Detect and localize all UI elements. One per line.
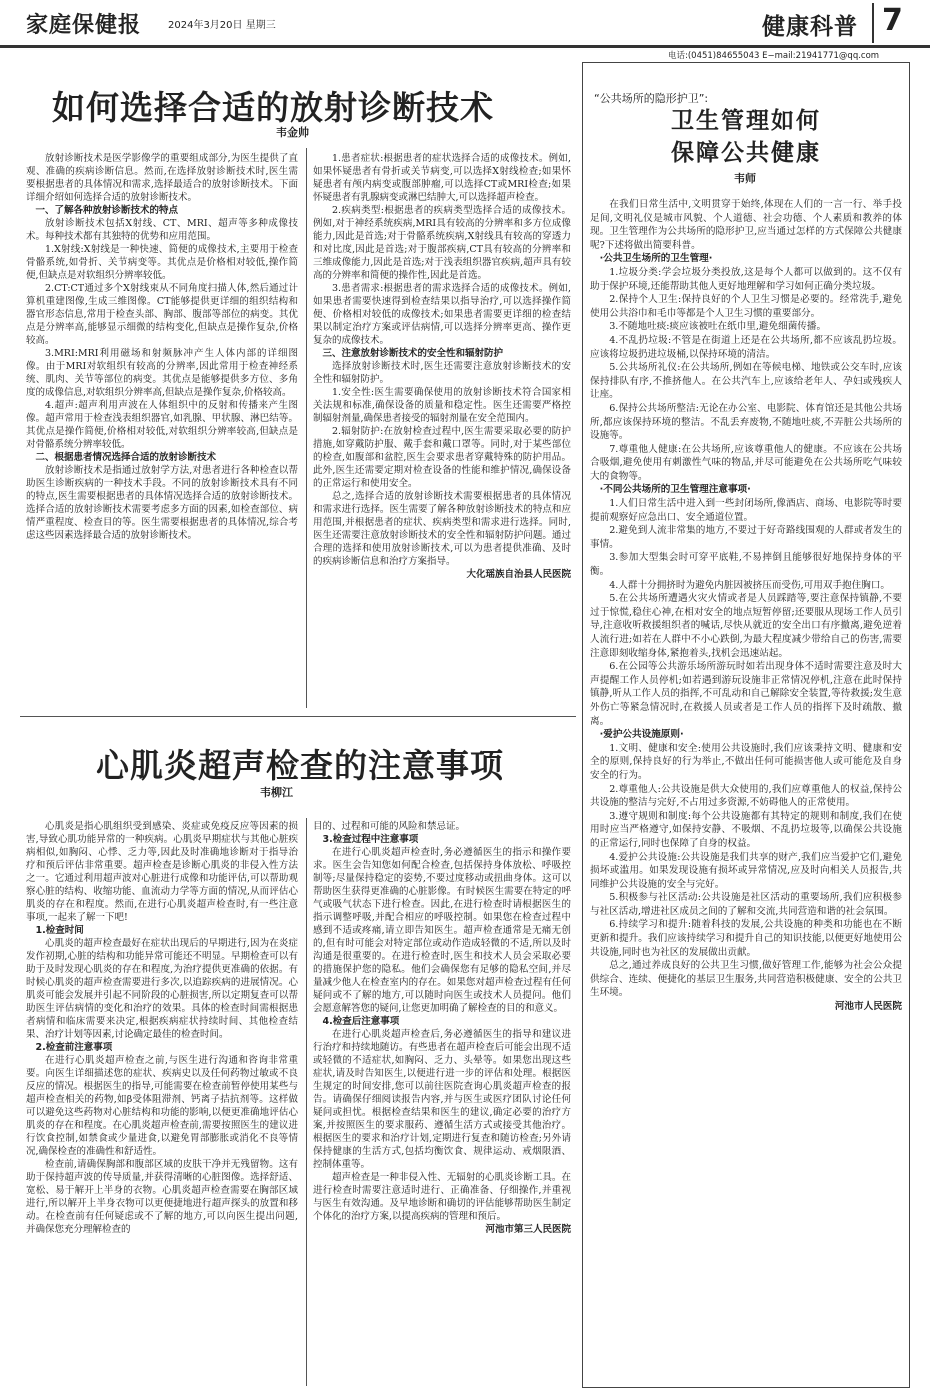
article3-author: 韦师 <box>734 172 756 185</box>
article1-title: 如何选择合适的放射诊断技术 <box>52 88 494 127</box>
issue-date: 2024年3月20日 星期三 <box>168 20 276 31</box>
paragraph: 7.尊重他人健康:在公共场所,应该尊重他人的健康。不应该在公共场合吸烟,避免使用有刺激性气味的物品,并尽可能避免在公共场所吃气味较大的食物等。 <box>590 443 902 482</box>
paragraph: 4.不乱扔垃圾:不管是在街道上还是在公共场所,都不应该乱扔垃圾。应该将垃圾扔进垃圾桶,以保持环境的清洁。 <box>590 334 902 360</box>
paragraph: 放射诊断技术是医学影像学的重要组成部分,为医生提供了直观、准确的疾病诊断信息。然而,在选择放射诊断技术时,医生需要根据患者的具体情况和需求,选择最适合的放射诊断技术。下面详细介绍如何选择合适的放射诊断技术。 <box>26 153 298 203</box>
paragraph: 1.X射线:X射线是一种快速、简便的成像技术,主要用于检查骨骼系统,如骨折、关节病变等。其优点是价格相对较低,操作简便,但缺点是对软组织分辨率较低。 <box>26 244 298 281</box>
section-heading: ·爱护公共设施原则· <box>599 729 684 741</box>
paragraph: 放射诊断技术包括X射线、CT、MRI、超声等多种成像技术。每种技术都有其独特的优势和应用范围。 <box>26 218 298 242</box>
article3-kicker: “公共场所的隐形护卫”: <box>594 92 709 105</box>
paragraph: 在进行心肌炎超声检查时,务必遵循医生的指示和操作要求。医生会告知您如何配合检查,包括保持身体放松、呼吸控制等;尽量保持稳定的姿势,不要过度移动或扭曲身体。这可以帮助医生获得更准确的心脏影像。有时候医生需要在特定的呼气或吸气状态下进行检查。因此,在进行检查时请根据医生的指示调整呼吸,并配合相应的呼吸控制。如果您在检查过程中感到不适或疼痛,请立即告知医生。超声检查通常是无痛无创的,但有时可能会对特定部位或动作造成轻微的不适,所以及时沟通是很重要的。在进行检查时,医生和技术人员会采取必要的措施保护您的隐私。他们会确保您有足够的隐私空间,并尽量减少他人在检查室内的存在。如果您对超声检查过程有任何疑问或不了解的地方,可以随时向医生或技术人员提问。他们会愿意解答您的疑问,让您更加明确了解检查的目的和意义。 <box>313 847 571 1014</box>
section-heading: 1.检查时间 <box>35 925 84 936</box>
paragraph: 3.MRI:MRI利用磁场和射频脉冲产生人体内部的详细图像。由于MRI对软组织有较高的分辨率,因此常用于检查神经系统、肌肉、关节等部位的病变。其优点是能够提供多方位、多角度的成像信息,对软组织分辨率高,但缺点是操作复杂,价格较高。 <box>26 348 298 398</box>
section-heading: 3.检查过程中注意事项 <box>322 834 419 845</box>
paragraph: 3.遵守规则和制度:每个公共设施都有其特定的规则和制度,我们在使用时应当严格遵守,如保持安静、不吸烟、不乱扔垃圾等,以确保公共设施的正常运行,同时也保障了自身的权益。 <box>590 810 902 849</box>
paragraph: 2.CT:CT通过多个X射线束从不同角度扫描人体,然后通过计算机重建图像,生成三维图像。CT能够提供更详细的组织结构和器官形态信息,常用于检查头部、胸部、腹部等部位的病变。其优点是分辨率高,能够显示细微的结构变化,但缺点是操作复杂,价格较高。 <box>26 283 298 346</box>
source-hospital: 河池市人民医院 <box>834 1001 902 1013</box>
article3-body <box>590 198 902 1384</box>
paragraph: 1.文明、健康和安全:使用公共设施时,我们应该秉持文明、健康和安全的原则,保持良好的行为举止,不做出任何可能损害他人或可能危及自身安全的行为。 <box>590 742 902 781</box>
section-heading: 2.检查前注意事项 <box>35 1042 113 1053</box>
paragraph: 6.保持公共场所整洁:无论在办公室、电影院、体育馆还是其他公共场所,都应该保持环境的整洁。不乱丢弃废物,不随地吐痰,不弄脏公共场所的设施等。 <box>590 402 902 442</box>
paragraph: 2.尊重他人:公共设施是供大众使用的,我们应尊重他人的权益,保持公共设施的整洁与完好,不占用过多资源,不妨碍他人的正常使用。 <box>590 783 902 809</box>
paragraph: 在进行心肌炎超声检查后,务必遵循医生的指导和建议进行治疗和持续地随访。有些患者在超声检查后可能会出现不适或轻微的不适症状,如胸闷、乏力、头晕等。如果您出现这些症状,请及时告知医生,以便进行进一步的评估和处理。根据医生规定的时间安排,您可以前往医院查询心肌炎超声检查的报告。请确保仔细阅读报告内容,并与医生或医疗团队讨论任何疑问或担忧。根据检查结果和医生的建议,确定必要的治疗方案,并按照医生的要求服药、遵循生活方式或接受其他治疗。根据医生的要求和治疗计划,定期进行复查和随访检查;另外请保持健康的生活方式,包括均衡饮食、规律运动、戒烟限酒、控制体重等。 <box>313 1029 571 1170</box>
paragraph: 检查前,请确保胸部和腹部区域的皮肤干净并无残留物。这有助于保持超声波的传导质量,并获得清晰的心脏图像。选择舒适、宽松、易于解开上半身的衣物。心肌炎超声检查需要在胸部区域进行,所以解开上半身衣物可以更便捷地进行超声探头的放置和移动。在检查前有任何疑虑或不了解的地方,可以向医生提出问题,并确保您充分理解检查的 <box>26 1159 298 1235</box>
paragraph: 1.安全性:医生需要确保使用的放射诊断技术符合国家相关法规和标准,确保设备的质量和稳定性。医生还需要严格控制辐射剂量,确保患者接受的辐射剂量在安全范围内。 <box>313 387 571 424</box>
paragraph: 4.人群十分拥挤时为避免内脏因被挤压而受伤,可用双手抱住胸口。 <box>609 579 891 591</box>
section-heading: 三、注意放射诊断技术的安全性和辐射防护 <box>322 348 504 359</box>
paragraph: 4.超声:超声利用声波在人体组织中的反射和传播来产生图像。超声常用于检查浅表组织器官,如乳腺、甲状腺、淋巴结等。其优点是操作简便,价格相对较低,对软组织分辨率较高,但缺点是对骨骼系统分辨率较低。 <box>26 400 298 450</box>
paragraph: 5.积极参与社区活动:公共设施是社区活动的重要场所,我们应积极参与社区活动,增进社区成员之间的了解和交流,共同营造和谐的社会氛围。 <box>590 892 902 917</box>
section-heading: ·公共卫生场所的卫生管理· <box>599 253 713 265</box>
masthead <box>0 0 930 48</box>
paragraph: 总之,选择合适的放射诊断技术需要根据患者的具体情况和需求进行选择。医生需要了解各种放射诊断技术的特点和应用范围,并根据患者的症状、疾病类型和需求进行选择。同时,医生还需要注意放射诊断技术的安全性和辐射防护问题。通过合理的选择和使用放射诊断技术,可以为患者提供准确、及时的疾病诊断信息和治疗方案指导。 <box>313 491 571 567</box>
section-heading: 二、根据患者情况选择合适的放射诊断技术 <box>35 452 217 463</box>
source-hospital: 大化瑶族自治县人民医院 <box>466 569 571 580</box>
article1-col1 <box>26 152 298 710</box>
section-heading: 一、了解各种放射诊断技术的特点 <box>35 205 179 216</box>
article3-title-line1: 卫生管理如何 <box>671 107 821 134</box>
paragraph: 心肌炎是指心肌组织受到感染、炎症或免疫反应等因素的损害,导致心肌功能异常的一种疾病。心肌炎早期症状与其他心脏疾病相似,如胸闷、心悸、乏力等,因此及时准确地诊断对于指导治疗和预后评估非常重要。超声检查是诊断心肌炎的非侵入性方法之一。它通过利用超声波对心脏进行成像和功能评估,可以帮助观察心脏的结构、收缩功能、血流动力学等方面的情况,从而评估心肌炎的存在和程度。然而,在进行心肌炎超声检查时,有一些注意事项,一起来了解一下吧! <box>26 821 298 923</box>
contact-info: 电话:(0451)84655043 E−mail:21941771@qq.com <box>668 51 880 61</box>
paragraph: 1.人们日常生活中进入到一些封闭场所,像酒店、商场、电影院等时要提前观察好应急出口、安全通道位置。 <box>590 498 902 523</box>
column-divider <box>306 148 307 708</box>
section-title: 健康科普 <box>762 13 858 40</box>
paragraph: 1.垃圾分类:学会垃圾分类投放,这是每个人都可以做到的。这不仅有助于保护环境,还能帮助其他人更好地理解和学习如何正确分类垃圾。 <box>590 266 902 292</box>
article2-title: 心肌炎超声检查的注意事项 <box>96 746 504 785</box>
paragraph: 3.患者需求:根据患者的需求选择合适的成像技术。例如,如果患者需要快速得到检查结果以指导治疗,可以选择操作简便、价格相对较低的成像技术;如果患者需要更详细的检查结果以制定治疗方案或评估病情,可以选择分辨率更高、操作更复杂的成像技术。 <box>313 283 571 346</box>
article2-col2 <box>313 820 571 1386</box>
paragraph: 放射诊断技术是指通过放射学方法,对患者进行各种检查以帮助医生诊断疾病的一种技术手段。不同的放射诊断技术具有不同的特点,医生需要根据患者的具体情况选择合适的放射诊断技术。选择合适的放射诊断技术需要考虑多方面的因素,如检查部位、病情严重程度、检查目的等。医生需要根据患者的具体情况,综合考虑这些因素选择最合适的放射诊断技术。 <box>26 465 298 541</box>
article1-col2 <box>313 152 571 712</box>
paragraph: 4.爱护公共设施:公共设施是我们共享的财产,我们应当爱护它们,避免损坏或滥用。如果发现设施有损坏或异常情况,应及时向相关人员报告,共同维护公共设施的安全与完好。 <box>590 851 902 890</box>
source-hospital: 河池市第三人民医院 <box>485 1224 571 1235</box>
paragraph: 3.不随地吐痰:痰应该被吐在纸巾里,避免细菌传播。 <box>609 321 827 333</box>
paragraph: 2.保持个人卫生:保持良好的个人卫生习惯是必要的。经常洗手,避免使用公共浴巾和毛巾等都是个人卫生习惯的重要部分。 <box>590 294 902 319</box>
paragraph: 1.患者症状:根据患者的症状选择合适的成像技术。例如,如果怀疑患者有骨折或关节病变,可以选择X射线检查;如果怀疑患者有颅内病变或腹部肿瘤,可以选择CT或MRI检查;如果怀疑患者有乳腺病变或淋巴结肿大,可以选择超声检查。 <box>313 153 571 203</box>
article-divider <box>20 716 576 717</box>
page-number: 7 <box>872 3 903 43</box>
article2-author: 韦柳江 <box>260 786 293 799</box>
paragraph: 心肌炎的超声检查最好在症状出现后的早期进行,因为在炎症发作初期,心脏的结构和功能异常可能还不明显。早期检查可以有助于及时发现心肌炎的存在和程度,为治疗提供更准确的依据。有时候心肌炎的超声检查需要进行多次,以追踪疾病的进展情况。心肌炎可能会发展并引起不同阶段的心脏损害,所以定期复查可以帮助医生评估病情的变化和治疗的效果。具体的检查时间需根据患者病情和临床需要来决定,根据疾病症状持续时间、其他检查结果、治疗计划等因素,讨论确定最佳的检查时间。 <box>26 938 298 1040</box>
paragraph: 在进行心肌炎超声检查之前,与医生进行沟通和咨询非常重要。向医生详细描述您的症状、疾病史以及任何药物过敏或不良反应的情况。根据医生的指导,可能需要在检查前暂停使用某些与超声检查相关的药物,如β受体阻滞剂、钙离子拮抗剂等。这样做可以避免这些药物对心脏结构和功能的影响,以便更准确地评估心肌炎的存在和程度。在心肌炎超声检查前,需要按照医生的建议进行饮食控制,如禁食或少量进食,以避免胃部膨胀或消化不良等情况,确保检查的准确性和舒适性。 <box>26 1055 298 1157</box>
article1-author: 韦金帅 <box>276 126 309 139</box>
paragraph: 2.辐射防护:在放射检查过程中,医生需要采取必要的防护措施,如穿戴防护服、戴手套和戴口罩等。同时,对于某些部位的检查,如腹部和盆腔,医生会要求患者穿戴特殊的防护用品。此外,医生还需要定期对检查设备的性能和维护情况,确保设备的正常运行和使用安全。 <box>313 426 571 489</box>
column-divider <box>306 818 307 1386</box>
article3-title-line2: 保障公共健康 <box>671 139 821 166</box>
section-heading: 4.检查后注意事项 <box>322 1016 400 1027</box>
paragraph: 选择放射诊断技术时,医生还需要注意放射诊断技术的安全性和辐射防护。 <box>313 361 571 385</box>
paragraph: 2.避免到人流非常集的地方,不要过于好奇路线围观的人群或者发生的事情。 <box>590 525 902 550</box>
paragraph: 总之,通过养成良好的公共卫生习惯,做好管理工作,能够为社会公众提供综合、连续、便捷化的基层卫生服务,共同营造积极健康、安全的公共卫生环境。 <box>590 960 902 999</box>
paragraph: 超声检查是一种非侵入性、无辐射的心肌炎诊断工具。在进行检查时需要注意适时进行、正确准备、仔细操作,并重视与医生有效沟通。及早地诊断和确切的评估能够帮助医生制定个体化的治疗方案,以提高疾病的管理和预后。 <box>313 1172 571 1222</box>
paper-name: 家庭保健报 <box>26 13 142 38</box>
section-heading: ·不同公共场所的卫生管理注意事项· <box>599 484 751 496</box>
paragraph: 2.疾病类型:根据患者的疾病类型选择合适的成像技术。例如,对于神经系统疾病,MRI具有较高的分辨率和多方位成像能力,因此是首选;对于骨骼系统疾病,X射线具有较高的穿透力和对比度,因此是首选;对于腹部疾病,CT具有较高的分辨率和三维成像能力,因此是首选;对于浅表组织器官疾病,超声具有较高的分辨率和简便的操作性,因此是首选。 <box>313 205 571 281</box>
paragraph: 3.参加大型集会时可穿平底鞋,不易摔倒且能够很好地保持身体的平衡。 <box>590 552 902 578</box>
paragraph: 5.公共场所礼仪:在公共场所,例如在等候电梯、地铁或公交车时,应该保持排队有序,不推挤他人。在公共汽车上,应该给老年人、孕妇或残疾人让座。 <box>590 362 902 401</box>
paragraph: 在我们日常生活中,文明贯穿于始终,体现在人们的一言一行、举手投足间,文明礼仪是城市风貌、个人道德、社会功德、个人素质和教养的体现。卫生管理作为公共场所的隐形护卫,应当通过怎样的方式保障公共健康呢?下述将做出简要科普。 <box>590 199 902 251</box>
paragraph: 6.持续学习和提升:随着科技的发展,公共设施的种类和功能也在不断更新和提升。我们应该持续学习和提升自己的知识技能,以便更好地使用公共设施,同时也为社区的发展做出贡献。 <box>590 919 902 958</box>
paragraph: 5.在公共场所遭遇火灾火情或者是人员踩踏等,要注意保持镇静,不要过于惊慌,稳住心神,在相对安全的地点短暂停留;还要服从现场工作人员引导,注意收听救援组织者的喊话,尽快从就近的安全出口有序撤离,避免逆着人流行进;如若在人群中不小心跌倒,为最大程度减少带给自己的伤害,需要注意即刻收缩身体,紧抱着头,找机会迅速站起。 <box>590 593 902 659</box>
paragraph: 目的、过程和可能的风险和禁忌证。 <box>313 821 466 832</box>
paragraph: 6.在公园等公共游乐场所游玩时如若出现身体不适时需要注意及时大声提醒工作人员停机;如若遇到游玩设施非正常情况停机,注意在此时保持镇静,听从工作人员的指挥,不可乱动和自己解除安全装置,等待救援;发生意外伤亡等紧急情况时,在救援人员或者是工作人员的指挥下及时疏散、撤离。 <box>590 661 902 727</box>
article2-col1 <box>26 820 298 1386</box>
